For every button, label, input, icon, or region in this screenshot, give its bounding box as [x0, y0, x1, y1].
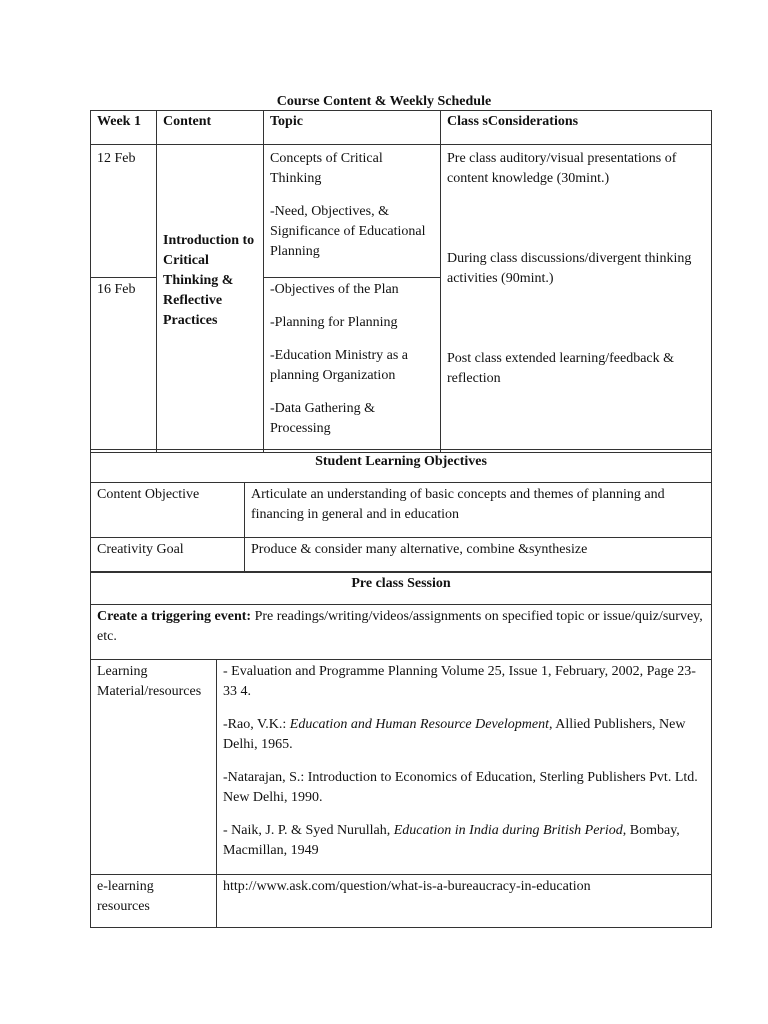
preclass-table [90, 571, 712, 928]
document-title: Course Content & Weekly Schedule [276, 94, 492, 109]
elearning-label: e-learning resources [91, 875, 217, 928]
schedule-table [90, 110, 712, 453]
consideration-during: During class discussions/divergent thinking activities (90mint.) [447, 251, 692, 286]
topic-item: -Education Ministry as a planning Organization [270, 348, 409, 383]
topic-cell-2 [264, 278, 441, 453]
topic-item: -Objectives of the Plan [270, 282, 399, 297]
objective-value: Produce & consider many alternative, combine &synthesize [245, 538, 712, 573]
materials-row [91, 660, 712, 875]
date-cell-2: 16 Feb [91, 278, 157, 453]
reference-item: -Natarajan, S.: Introduction to Economics of Education, Sterling Publishers Pvt. Ltd. New Delhi, 1990. [223, 770, 698, 805]
reference-item: - Naik, J. P. & Syed Nurullah, Education in India during British Period, Bombay, Macmillan, 1949 [223, 823, 680, 858]
objective-label: Content Objective [91, 483, 245, 538]
topic-item: -Data Gathering & Processing [270, 401, 375, 436]
trigger-cell [91, 605, 712, 660]
objectives-table [90, 449, 712, 573]
header-content: Content [157, 111, 264, 145]
content-cell: Introduction to Critical Thinking & Reflective Practices [157, 145, 264, 453]
reference-item: - Evaluation and Programme Planning Volume 25, Issue 1, February, 2002, Page 23-33 4. [223, 664, 696, 699]
trigger-text: Pre readings/writing/videos/assignments on specified topic or issue/quiz/survey, etc. [97, 609, 703, 644]
objective-label: Creativity Goal [91, 538, 245, 573]
topic-item: Concepts of Critical Thinking [270, 151, 383, 186]
preclass-heading: Pre class Session [91, 572, 712, 605]
reference-item: -Rao, V.K.: Education and Human Resource Development, Allied Publishers, New Delhi, 1965. [223, 717, 686, 752]
schedule-header-row [91, 111, 712, 145]
topic-item: -Need, Objectives, & Significance of Educational Planning [270, 204, 426, 259]
materials-cell [217, 660, 712, 875]
objective-value: Articulate an understanding of basic concepts and themes of planning and financing in general and in education [245, 483, 712, 538]
header-week: Week 1 [91, 111, 157, 145]
considerations-cell [441, 145, 712, 453]
consideration-pre: Pre class auditory/visual presentations of content knowledge (30mint.) [447, 151, 677, 186]
objectives-heading: Student Learning Objectives [91, 450, 712, 483]
objective-row [91, 483, 712, 538]
elearning-link[interactable]: http://www.ask.com/question/what-is-a-bureaucracy-in-education [217, 875, 712, 928]
topic-cell-1 [264, 145, 441, 278]
consideration-post: Post class extended learning/feedback & reflection [447, 351, 675, 386]
schedule-row-1 [91, 145, 712, 278]
trigger-label: Create a triggering event: [97, 609, 252, 624]
objective-row [91, 538, 712, 573]
elearning-row [91, 875, 712, 928]
header-topic: Topic [264, 111, 441, 145]
topic-item: -Planning for Planning [270, 315, 398, 330]
header-considerations: Class sConsiderations [441, 111, 712, 145]
date-cell-1: 12 Feb [91, 145, 157, 278]
materials-label: Learning Material/resources [91, 660, 217, 875]
trigger-row [91, 605, 712, 660]
